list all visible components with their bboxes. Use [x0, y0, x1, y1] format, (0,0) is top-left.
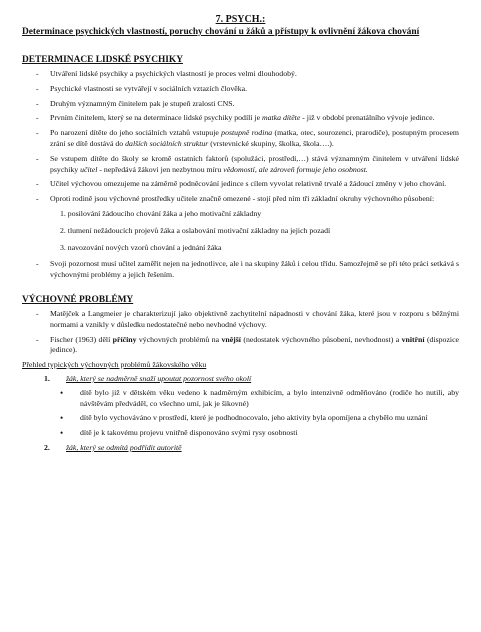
- section-heading-vychovne-problemy: VÝCHOVNÉ PROBLÉMY: [22, 294, 134, 305]
- dash-icon: -: [36, 98, 39, 108]
- dash-icon: -: [36, 128, 39, 138]
- list-item: - Druhým významným činitelem pak je stupeň zralosti CNS.: [36, 98, 235, 108]
- bullet-icon: •: [60, 387, 64, 398]
- numbered-item: 2. tlumení nežádoucích projevů žáka a oslabování motivační základny na jejich pozadí: [60, 225, 331, 235]
- bullet-item: • dítě bylo již v dětském věku vedeno k nadměrným exhibicím, a bylo intenzivně odměňováno (rodiče ho nutili, aby návštěvám předváděl, co všechno umí, jak je šikovné): [60, 387, 459, 408]
- dash-icon: -: [36, 153, 39, 163]
- dash-icon: -: [36, 259, 39, 269]
- dash-icon: -: [36, 83, 39, 93]
- list-item: - Po narození dítěte do jeho sociálních vztahů vstupuje postupně rodina (matka, otec, sourozenci, prarodiče), postupným procesem zrání se dítě dostává do dalších sociálních struktur (vrstevnické skupiny, školka, škola….).: [36, 128, 459, 148]
- page-subtitle: Determinace psychických vlastností, poruchy chování u žáků a přístupy k ovlivnění žákova chování: [22, 27, 420, 37]
- problem-type-item: 1. žák, který se nadměrně snaží upoutat pozornost svého okolí: [44, 373, 252, 383]
- list-item: - Utváření lidské psychiky a psychických vlastností je proces velmi dlouhodobý.: [36, 69, 297, 78]
- overview-heading: Přehled typických výchovných problémů žákovského věku: [22, 360, 207, 370]
- numbered-item: 1. posilování žádoucího chování žáka a jeho motivační základny: [60, 208, 262, 218]
- list-item: - Se vstupem dítěte do školy se kromě ostatních faktorů (spolužáci, prostředí,…) stává významným činitelem v utváření lidské psychiky učitel - nepředává žákovi jen nezbytnou míru vědomostí, ale zároveň formuje jeho osobnost.: [36, 153, 459, 174]
- list-item: - Oproti rodině jsou výchovné prostředky učitele značně omezené - stojí před ním tři základní okruhy výchovného působení:: [36, 194, 435, 204]
- dash-icon: -: [36, 334, 39, 344]
- dash-icon: -: [36, 113, 39, 123]
- problem-type-item: 2. žák, který se odmítá podřídit autoritě: [44, 442, 182, 452]
- dash-icon: -: [36, 69, 39, 78]
- list-item: - Matějček a Langmeier je charakterizují jako objektivně zachytitelní nápadnosti v chování žáka, které jsou v rozporu s běžnými normami a vznikly v důsledku nedostatečné nebo nevhodné výchovy.: [36, 308, 459, 329]
- bullet-icon: •: [60, 428, 64, 439]
- bullet-item: • dítě bylo vychováváno v prostředí, které je podhodnocovalo, jeho aktivity byla opomíjena a chybělo mu uznání: [60, 413, 428, 424]
- list-item: - Fischer (1963) dělí příčiny výchovných problémů na vnější (nedostatek výchovného působení, nevhodnost) a vnitřní (dispozice jedince).: [36, 334, 459, 355]
- section-heading-determinace: DETERMINACE LIDSKÉ PSYCHIKY: [22, 55, 183, 65]
- list-item: - Učitel výchovou omezujeme na záměrně podněcování jedince s cílem vyvolat relativně trvalé a žádoucí změny v jeho chování.: [36, 179, 447, 189]
- list-item: - Psychické vlastnosti se vytvářejí v sociálních vztazích člověka.: [36, 83, 248, 93]
- bullet-icon: •: [60, 413, 64, 424]
- numbered-item: 3. navozování nových vzorů chování a jednání žáka: [60, 242, 222, 252]
- list-item: - Prvním činitelem, který se na determinace lidské psychiky podílí je matka dítěte - již v období prenatálního vývoje jedince.: [36, 113, 435, 123]
- dash-icon: -: [36, 308, 39, 318]
- dash-icon: -: [36, 179, 39, 189]
- page-title: 7. PSYCH.:: [215, 14, 266, 25]
- dash-icon: -: [36, 194, 39, 204]
- list-item: - Svoji pozornost musí učitel zaměřit nejen na jednotlivce, ale i na skupiny žáků i celou třídu. Samozřejmě se při této práci setkává s výchovnými problémy a jejich řešením.: [36, 259, 459, 280]
- bullet-item: • dítě je k takovému projevu vnitřně disponováno svými rysy osobnosti: [60, 428, 298, 439]
